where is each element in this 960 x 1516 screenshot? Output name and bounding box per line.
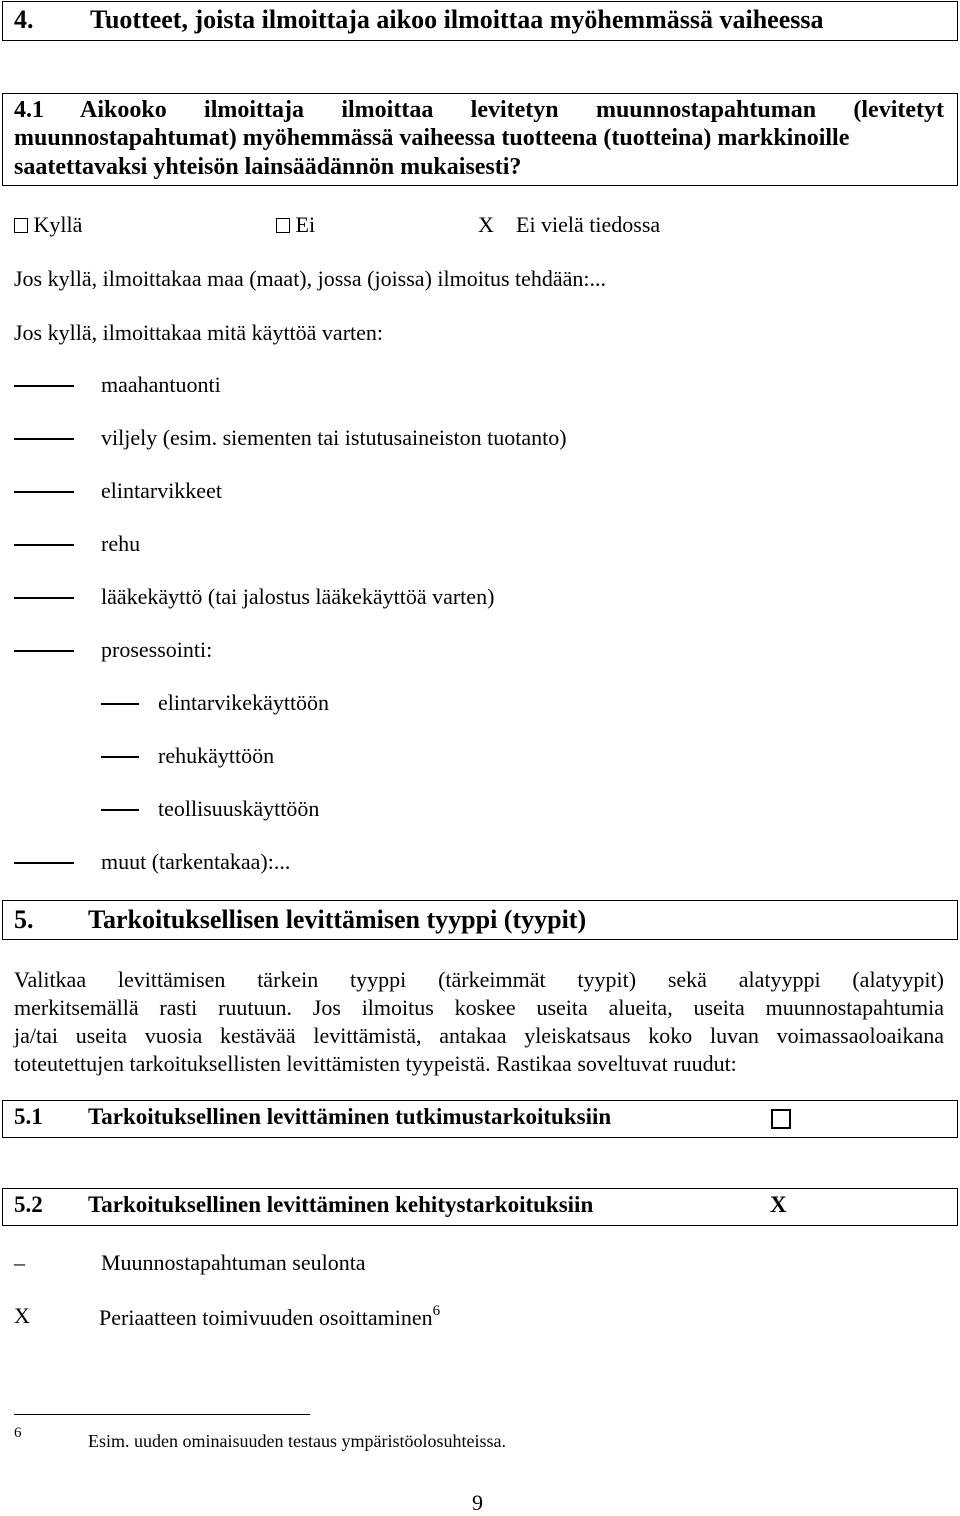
- use-item-medicinal: lääkekäyttö (tai jalostus lääkekäyttöä varten): [101, 584, 495, 609]
- question-4-1-line-1: 4.1 Aikooko ilmoittaja ilmoittaa levitetyn muunnostapahtuman (levitetyt: [14, 97, 944, 123]
- section-5-2-title: Tarkoituksellinen levittäminen kehitystarkoituksiin: [88, 1192, 594, 1217]
- use-item-import: maahantuonti: [101, 372, 221, 397]
- use-item-other: muut (tarkentakaa):...: [101, 849, 291, 874]
- use-item-feed: rehu: [101, 531, 141, 556]
- section-5-2-number: 5.2: [14, 1192, 43, 1217]
- dash-marker: [14, 597, 74, 599]
- section-5-intro-line-3: ja/tai useita vuosia kestävää levittämistä, antakaa yleiskatsaus koko luvan voimassaoloaikana: [14, 1023, 944, 1048]
- use-item-food: elintarvikkeet: [101, 478, 222, 503]
- subitem-screening-label: Muunnostapahtuman seulonta: [101, 1250, 366, 1275]
- subitem-screening-mark[interactable]: –: [14, 1250, 25, 1275]
- section-5-intro-line-1: Valitkaa levittämisen tärkein tyyppi (tärkeimmät tyypit) sekä alatyyppi (alatyypit): [14, 967, 944, 992]
- dash-marker: [101, 809, 139, 811]
- use-item-cultivation: viljely (esim. siementen tai istutusaineiston tuotanto): [101, 425, 567, 450]
- dash-marker: [101, 703, 139, 705]
- yes-label: Kyllä: [33, 212, 83, 237]
- dash-marker: [14, 491, 74, 493]
- use-item-processing: prosessointi:: [101, 637, 213, 662]
- dash-marker: [14, 650, 74, 652]
- section-5-1-title: Tarkoituksellinen levittäminen tutkimustarkoituksiin: [88, 1104, 612, 1129]
- section-5-1-number: 5.1: [14, 1104, 43, 1129]
- countries-question: Jos kyllä, ilmoittakaa maa (maat), jossa (joissa) ilmoitus tehdään:...: [14, 266, 607, 291]
- section-5-intro-line-2: merkitsemällä rasti ruutuun. Jos ilmoitus koskee useita alueita, useita muunnostapahtumia: [14, 995, 944, 1020]
- development-mark[interactable]: X: [770, 1192, 787, 1217]
- footnote-reference[interactable]: 6: [432, 1303, 441, 1319]
- footnote-separator: [14, 1414, 310, 1415]
- answer-no-option[interactable]: [276, 212, 315, 238]
- footnote-text: Esim. uuden ominaisuuden testaus ympäristöolosuhteissa.: [88, 1431, 506, 1451]
- dash-marker: [14, 438, 74, 440]
- proof-of-concept-text: Periaatteen toimivuuden osoittaminen: [99, 1305, 433, 1330]
- question-4-1-line-3: saatettavaksi yhteisön lainsäädännön mukaisesti?: [14, 154, 522, 180]
- footnote-number: 6: [14, 1425, 22, 1441]
- section-5-intro-line-4: toteutettujen tarkoituksellisten levittämisten tyypeistä. Rastikaa soveltuvat ruudut:: [14, 1051, 737, 1076]
- section-4-title: Tuotteet, joista ilmoittaja aikoo ilmoittaa myöhemmässä vaiheessa: [90, 5, 824, 34]
- subitem-proof-of-concept-label: [99, 1303, 440, 1331]
- answer-unknown-label: Ei vielä tiedossa: [516, 212, 661, 237]
- page-number: 9: [472, 1490, 483, 1515]
- no-checkbox[interactable]: [276, 218, 290, 233]
- subuse-industrial: teollisuuskäyttöön: [158, 796, 320, 821]
- question-4-1-line-2: muunnostapahtumat) myöhemmässä vaiheessa tuotteena (tuotteina) markkinoille: [14, 125, 850, 151]
- dash-marker: [101, 756, 139, 758]
- answer-unknown-mark[interactable]: X: [478, 212, 494, 237]
- section-5-number: 5.: [14, 905, 34, 934]
- no-label: Ei: [295, 212, 316, 237]
- subitem-proof-of-concept-mark[interactable]: X: [14, 1303, 30, 1328]
- uses-intro: Jos kyllä, ilmoittakaa mitä käyttöä varten:: [14, 320, 384, 345]
- subuse-food: elintarvikekäyttöön: [158, 690, 330, 715]
- research-checkbox[interactable]: [771, 1109, 791, 1129]
- section-5-title: Tarkoituksellisen levittämisen tyyppi (tyypit): [88, 905, 587, 934]
- answer-yes-option[interactable]: [14, 212, 82, 238]
- dash-marker: [14, 862, 74, 864]
- dash-marker: [14, 544, 74, 546]
- dash-marker: [14, 385, 74, 387]
- subuse-feed: rehukäyttöön: [158, 743, 275, 768]
- yes-checkbox[interactable]: [14, 218, 28, 233]
- section-4-number: 4.: [14, 5, 34, 34]
